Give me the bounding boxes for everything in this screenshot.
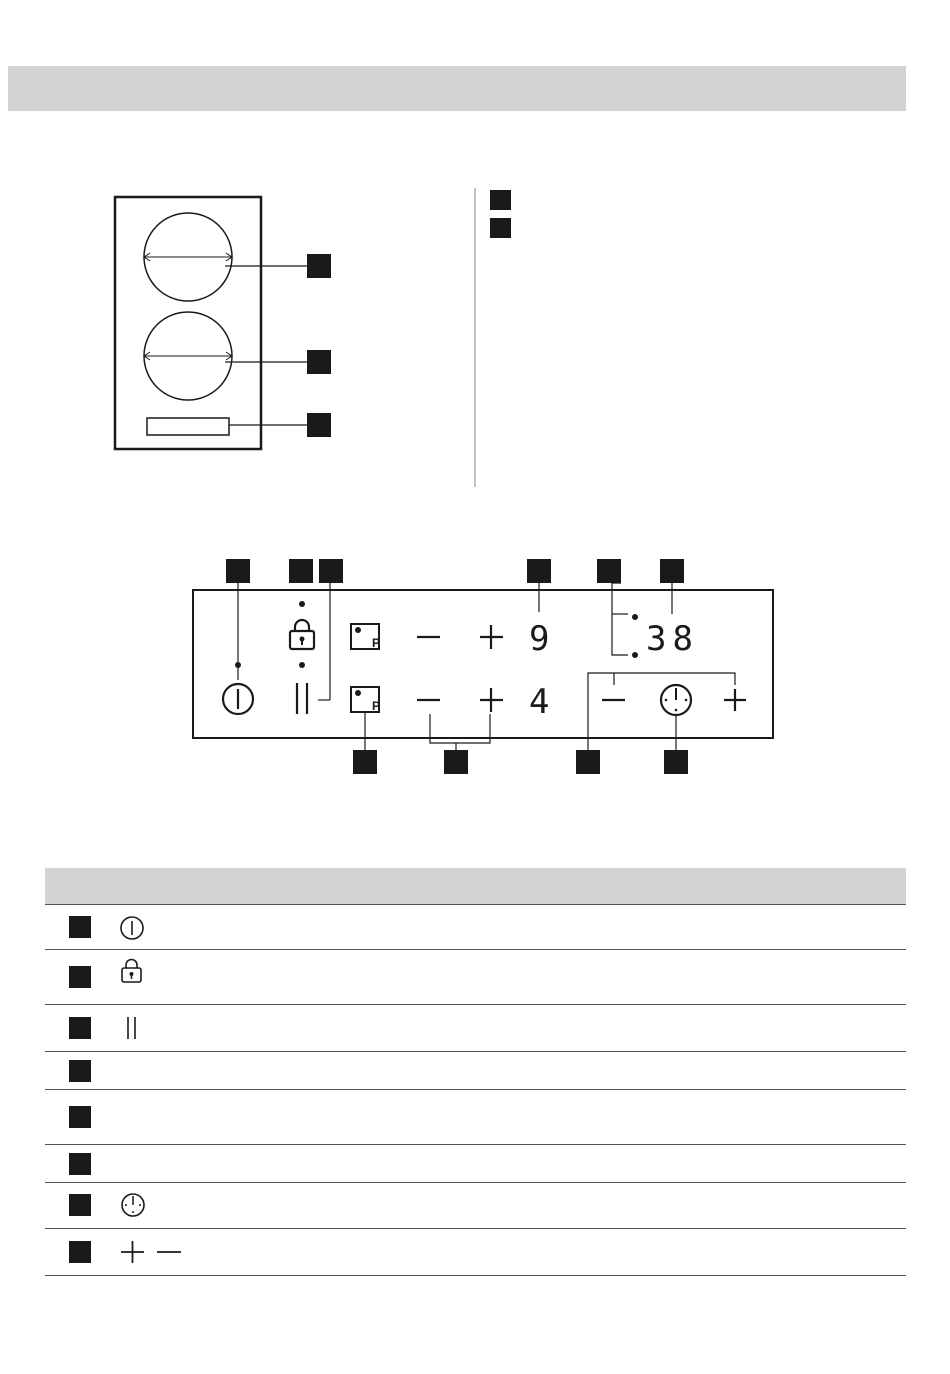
- upper-zone-level: 9: [529, 619, 550, 659]
- lower-zone-level: 4: [529, 682, 550, 722]
- table-row: [45, 1145, 906, 1183]
- table-row: [45, 905, 906, 950]
- row-number: [69, 1241, 91, 1263]
- svg-text:P: P: [372, 699, 381, 713]
- table-row: [45, 1052, 906, 1090]
- svg-text:P: P: [372, 636, 381, 650]
- table-row: [45, 1005, 906, 1052]
- pause-icon: [123, 1015, 143, 1041]
- row-number: [69, 1060, 91, 1082]
- row-number: [69, 1194, 91, 1216]
- timer-display: 38: [646, 619, 699, 659]
- row-number: [69, 1106, 91, 1128]
- timer-icon: [119, 1191, 147, 1219]
- table-row: [45, 1229, 906, 1276]
- panel-frame: [193, 590, 773, 738]
- row-number: [69, 916, 91, 938]
- table-row: [45, 950, 906, 1005]
- plus-minus-icons: [119, 1239, 189, 1265]
- power-icon: [119, 915, 145, 941]
- row-number: [69, 966, 91, 988]
- table-header: [45, 868, 906, 905]
- table-row: [45, 1090, 906, 1145]
- row-number: [69, 1153, 91, 1175]
- table-row: [45, 1183, 906, 1229]
- row-number: [69, 1017, 91, 1039]
- symbols-table: [45, 868, 906, 1276]
- lock-icon: [119, 958, 145, 984]
